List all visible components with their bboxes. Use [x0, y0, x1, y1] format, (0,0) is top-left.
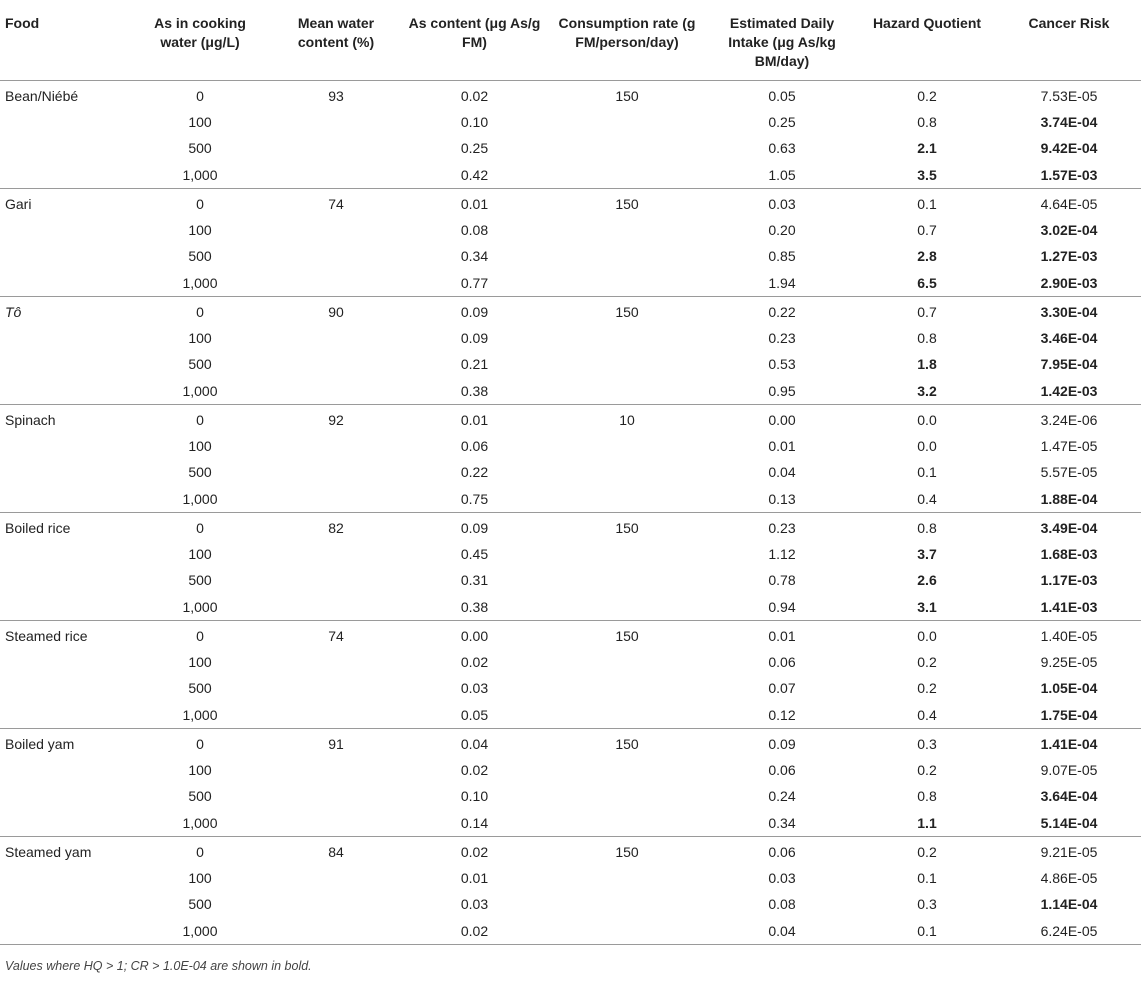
cell-as-in-water: 0: [196, 303, 204, 320]
cell-cancer-risk: 3.49E-04: [1040, 519, 1098, 536]
cell-as-in-water: 500: [188, 464, 212, 481]
cell-water-content: 90: [328, 303, 344, 320]
cell-water-content: [270, 702, 402, 729]
cell-cancer-risk: 1.40E-05: [1040, 627, 1098, 644]
cell-as-in-water: 1,000: [130, 810, 270, 837]
cell-water-content: [270, 757, 402, 784]
cell-daily-intake: 0.04: [768, 464, 796, 481]
cell-water-content: [270, 325, 402, 352]
cell-as-in-water: 0: [196, 627, 204, 644]
cell-daily-intake: 0.13: [707, 486, 857, 513]
cell-hazard-quotient: 2.1: [917, 140, 937, 157]
cell-consumption-rate: [547, 918, 707, 945]
cell-as-content: 0.31: [460, 572, 489, 589]
cell-daily-intake: 1.05: [707, 162, 857, 189]
cell-cancer-risk: 1.14E-04: [1040, 896, 1098, 913]
cell-as-in-water: 500: [188, 140, 212, 157]
cell-hazard-quotient: 3.1: [857, 594, 997, 621]
cell-daily-intake: 0.09: [768, 735, 796, 752]
cell-as-in-water: 500: [188, 572, 212, 589]
cell-as-content: 0.01: [460, 195, 489, 212]
cell-cancer-risk: 7.53E-05: [1040, 87, 1098, 104]
cell-water-content: 84: [328, 843, 344, 860]
cell-food: [0, 162, 130, 189]
cell-as-content: 0.03: [460, 680, 489, 697]
cell-hazard-quotient: 0.8: [917, 113, 937, 130]
header-mean-water-content: Mean water content (%): [270, 0, 402, 80]
cell-water-content: [270, 351, 402, 378]
cell-as-in-water: 100: [188, 437, 212, 454]
cell-consumption-rate: [547, 217, 707, 244]
cell-cancer-risk: 3.64E-04: [1040, 788, 1098, 805]
cell-as-content: 0.05: [402, 702, 547, 729]
table-row: [0, 378, 1141, 405]
cell-daily-intake: 0.63: [768, 140, 796, 157]
cell-as-content: 0.25: [460, 140, 489, 157]
cell-cancer-risk: 9.42E-04: [1040, 140, 1098, 157]
cell-food: [0, 649, 130, 676]
cell-cancer-risk: 3.02E-04: [1040, 221, 1098, 238]
cell-cancer-risk: 3.24E-06: [1040, 411, 1098, 428]
cell-food: [0, 757, 130, 784]
cell-hazard-quotient: 0.3: [917, 735, 937, 752]
cell-as-in-water: 500: [188, 788, 212, 805]
table-row: [0, 810, 1141, 837]
cell-water-content: [270, 486, 402, 513]
cell-water-content: [270, 567, 402, 594]
table-row: [0, 80, 1141, 109]
cell-as-in-water: 0: [196, 411, 204, 428]
cell-as-in-water: 1,000: [130, 162, 270, 189]
cell-cancer-risk: 6.24E-05: [997, 918, 1141, 945]
cell-hazard-quotient: 0.1: [917, 464, 937, 481]
cell-water-content: [270, 891, 402, 918]
cell-as-content: 0.03: [460, 896, 489, 913]
cell-as-content: 0.77: [402, 270, 547, 297]
table-row: [0, 620, 1141, 649]
table-row: [0, 675, 1141, 702]
cell-food: [0, 243, 130, 270]
cell-water-content: [270, 135, 402, 162]
cell-water-content: [270, 459, 402, 486]
table-row: [0, 296, 1141, 325]
cell-daily-intake: 0.85: [768, 248, 796, 265]
table-row: [0, 757, 1141, 784]
cell-daily-intake: 0.53: [768, 356, 796, 373]
cell-daily-intake: 0.08: [768, 896, 796, 913]
cell-consumption-rate: [547, 433, 707, 460]
cell-hazard-quotient: 3.5: [857, 162, 997, 189]
cell-food: [0, 217, 130, 244]
cell-water-content: [270, 783, 402, 810]
cell-hazard-quotient: 0.8: [917, 519, 937, 536]
cell-consumption-rate: [547, 594, 707, 621]
cell-water-content: 74: [328, 195, 344, 212]
cell-consumption-rate: 150: [615, 87, 639, 104]
cell-food: Spinach: [5, 411, 56, 428]
cell-cancer-risk: 3.30E-04: [1040, 303, 1098, 320]
cell-hazard-quotient: 0.2: [917, 843, 937, 860]
cell-as-in-water: 100: [188, 761, 212, 778]
cell-as-content: 0.02: [402, 918, 547, 945]
cell-as-content: 0.02: [460, 761, 489, 778]
cell-as-in-water: 1,000: [130, 270, 270, 297]
cell-water-content: [270, 649, 402, 676]
cell-food: Gari: [5, 195, 32, 212]
cell-food: [0, 810, 130, 837]
table-row: [0, 918, 1141, 945]
cell-cancer-risk: 9.07E-05: [1040, 761, 1098, 778]
cell-daily-intake: 0.06: [768, 843, 796, 860]
cell-as-content: 0.14: [402, 810, 547, 837]
cell-food: [0, 135, 130, 162]
cell-daily-intake: 0.07: [768, 680, 796, 697]
header-hazard-quotient: Hazard Quotient: [857, 0, 997, 80]
cell-consumption-rate: [547, 702, 707, 729]
table-row: [0, 649, 1141, 676]
cell-hazard-quotient: 0.2: [917, 761, 937, 778]
cell-cancer-risk: 1.17E-03: [1040, 572, 1098, 589]
cell-consumption-rate: [547, 243, 707, 270]
cell-consumption-rate: [547, 757, 707, 784]
table-row: [0, 567, 1141, 594]
cell-food: [0, 783, 130, 810]
cell-as-content: 0.10: [460, 113, 489, 130]
cell-water-content: [270, 918, 402, 945]
cell-as-in-water: 500: [188, 356, 212, 373]
cell-as-in-water: 100: [188, 221, 212, 238]
cell-as-content: 0.02: [460, 843, 489, 860]
cell-as-content: 0.01: [460, 411, 489, 428]
cell-consumption-rate: [547, 865, 707, 892]
table-row: [0, 512, 1141, 541]
cell-consumption-rate: 150: [615, 195, 639, 212]
cell-daily-intake: 0.05: [768, 87, 796, 104]
cell-as-content: 0.09: [460, 329, 489, 346]
cell-hazard-quotient: 0.0: [917, 627, 937, 644]
cell-as-in-water: 100: [188, 545, 212, 562]
cell-daily-intake: 0.03: [768, 195, 796, 212]
cell-consumption-rate: [547, 162, 707, 189]
cell-hazard-quotient: 0.2: [917, 87, 937, 104]
cell-hazard-quotient: 0.1: [917, 195, 937, 212]
cell-daily-intake: 0.01: [768, 437, 796, 454]
cell-daily-intake: 0.03: [768, 869, 796, 886]
cell-daily-intake: 0.95: [707, 378, 857, 405]
cell-as-in-water: 1,000: [130, 702, 270, 729]
cell-water-content: [270, 433, 402, 460]
cell-consumption-rate: 150: [615, 303, 639, 320]
cell-as-in-water: 0: [196, 519, 204, 536]
cell-hazard-quotient: 0.2: [917, 680, 937, 697]
cell-hazard-quotient: 2.8: [917, 248, 937, 265]
table-row: [0, 404, 1141, 433]
cell-daily-intake: 0.34: [707, 810, 857, 837]
cell-hazard-quotient: 3.7: [917, 545, 937, 562]
cell-as-content: 0.10: [460, 788, 489, 805]
cell-consumption-rate: [547, 109, 707, 136]
cell-daily-intake: 0.20: [768, 221, 796, 238]
table-row: [0, 270, 1141, 297]
cell-consumption-rate: [547, 675, 707, 702]
cell-consumption-rate: 150: [615, 735, 639, 752]
cell-food: [0, 891, 130, 918]
cell-cancer-risk: 1.27E-03: [1040, 248, 1098, 265]
cell-hazard-quotient: 0.7: [917, 303, 937, 320]
cell-hazard-quotient: 0.1: [857, 918, 997, 945]
cell-as-content: 0.09: [460, 303, 489, 320]
table-row: [0, 594, 1141, 621]
table-row: [0, 891, 1141, 918]
cell-consumption-rate: [547, 378, 707, 405]
cell-food: [0, 675, 130, 702]
cell-as-content: 0.02: [460, 87, 489, 104]
cell-hazard-quotient: 1.1: [857, 810, 997, 837]
cell-hazard-quotient: 0.8: [917, 329, 937, 346]
cell-water-content: [270, 243, 402, 270]
cell-daily-intake: 0.01: [768, 627, 796, 644]
cell-hazard-quotient: 0.7: [917, 221, 937, 238]
table-row: [0, 243, 1141, 270]
cell-food: [0, 567, 130, 594]
cell-cancer-risk: 4.86E-05: [1040, 869, 1098, 886]
cell-consumption-rate: [547, 459, 707, 486]
cell-consumption-rate: [547, 270, 707, 297]
cell-food: Tô: [5, 303, 22, 320]
cell-cancer-risk: 1.42E-03: [997, 378, 1141, 405]
cell-water-content: [270, 162, 402, 189]
cell-as-content: 0.00: [460, 627, 489, 644]
cell-consumption-rate: [547, 135, 707, 162]
cell-consumption-rate: [547, 486, 707, 513]
cell-cancer-risk: 1.68E-03: [1040, 545, 1098, 562]
cell-as-in-water: 1,000: [130, 486, 270, 513]
cell-hazard-quotient: 0.0: [917, 437, 937, 454]
cell-as-in-water: 100: [188, 869, 212, 886]
cell-water-content: [270, 675, 402, 702]
cell-daily-intake: 0.06: [768, 761, 796, 778]
cell-hazard-quotient: 6.5: [857, 270, 997, 297]
cell-water-content: 93: [328, 87, 344, 104]
cell-food: [0, 918, 130, 945]
cell-cancer-risk: 1.41E-04: [1040, 735, 1098, 752]
header-row: [0, 0, 1141, 80]
table-row: [0, 865, 1141, 892]
cell-cancer-risk: 1.05E-04: [1040, 680, 1098, 697]
table-row: [0, 486, 1141, 513]
cell-cancer-risk: 7.95E-04: [1040, 356, 1098, 373]
cell-daily-intake: 0.06: [768, 653, 796, 670]
cell-food: [0, 433, 130, 460]
cell-water-content: 92: [328, 411, 344, 428]
cell-daily-intake: 1.94: [707, 270, 857, 297]
cell-food: Boiled rice: [5, 519, 71, 536]
cell-food: [0, 702, 130, 729]
cell-as-in-water: 500: [188, 248, 212, 265]
cell-food: Steamed rice: [5, 627, 88, 644]
table-row: [0, 783, 1141, 810]
cell-water-content: [270, 810, 402, 837]
cell-daily-intake: 0.22: [768, 303, 796, 320]
cell-food: [0, 594, 130, 621]
cell-as-content: 0.38: [402, 594, 547, 621]
cell-consumption-rate: [547, 567, 707, 594]
cell-cancer-risk: 3.74E-04: [1040, 113, 1098, 130]
cell-as-content: 0.42: [402, 162, 547, 189]
cell-consumption-rate: [547, 351, 707, 378]
cell-daily-intake: 0.23: [768, 519, 796, 536]
cell-food: [0, 486, 130, 513]
cell-water-content: [270, 109, 402, 136]
table-row: [0, 459, 1141, 486]
table-row: [0, 702, 1141, 729]
cell-as-content: 0.08: [460, 221, 489, 238]
cell-cancer-risk: 2.90E-03: [997, 270, 1141, 297]
table-row: [0, 217, 1141, 244]
cell-as-in-water: 0: [196, 195, 204, 212]
cell-hazard-quotient: 3.2: [857, 378, 997, 405]
cell-as-in-water: 0: [196, 735, 204, 752]
cell-as-content: 0.01: [460, 869, 489, 886]
cell-consumption-rate: 150: [615, 843, 639, 860]
table-row: [0, 541, 1141, 568]
cell-food: [0, 351, 130, 378]
cell-food: Steamed yam: [5, 843, 92, 860]
cell-food: [0, 541, 130, 568]
cell-cancer-risk: 9.21E-05: [1040, 843, 1098, 860]
cell-food: [0, 378, 130, 405]
cell-as-in-water: 100: [188, 653, 212, 670]
cell-consumption-rate: [547, 810, 707, 837]
cell-daily-intake: 0.00: [768, 411, 796, 428]
cell-food: Boiled yam: [5, 735, 75, 752]
cell-cancer-risk: 5.14E-04: [997, 810, 1141, 837]
cell-water-content: [270, 270, 402, 297]
cell-consumption-rate: 150: [615, 627, 639, 644]
cell-consumption-rate: [547, 541, 707, 568]
cell-hazard-quotient: 0.1: [917, 869, 937, 886]
cell-cancer-risk: 5.57E-05: [1040, 464, 1098, 481]
cell-hazard-quotient: 0.3: [917, 896, 937, 913]
table-row: [0, 351, 1141, 378]
cell-consumption-rate: 150: [615, 519, 639, 536]
table-row: [0, 135, 1141, 162]
table-body: [0, 80, 1141, 944]
cell-as-content: 0.02: [460, 653, 489, 670]
cell-consumption-rate: [547, 783, 707, 810]
header-cancer-risk: Cancer Risk: [997, 0, 1141, 80]
cell-cancer-risk: 1.47E-05: [1040, 437, 1098, 454]
cell-consumption-rate: 10: [619, 411, 635, 428]
header-as-in-cooking-water: As in cooking water (μg/L): [130, 0, 270, 80]
table-row: [0, 162, 1141, 189]
cell-food: [0, 865, 130, 892]
table-row: [0, 433, 1141, 460]
cell-as-in-water: 100: [188, 329, 212, 346]
cell-as-in-water: 100: [188, 113, 212, 130]
cell-water-content: [270, 378, 402, 405]
cell-hazard-quotient: 0.2: [917, 653, 937, 670]
cell-hazard-quotient: 0.4: [857, 702, 997, 729]
cell-daily-intake: 0.24: [768, 788, 796, 805]
cell-water-content: [270, 594, 402, 621]
cell-cancer-risk: 9.25E-05: [1040, 653, 1098, 670]
table-row: [0, 188, 1141, 217]
cell-as-content: 0.45: [460, 545, 489, 562]
cell-water-content: 82: [328, 519, 344, 536]
cell-daily-intake: 1.12: [768, 545, 796, 562]
cell-as-in-water: 1,000: [130, 594, 270, 621]
cell-as-in-water: 500: [188, 680, 212, 697]
cell-cancer-risk: 1.75E-04: [997, 702, 1141, 729]
cell-daily-intake: 0.23: [768, 329, 796, 346]
cell-food: [0, 270, 130, 297]
cell-food: [0, 109, 130, 136]
cell-consumption-rate: [547, 891, 707, 918]
cell-as-in-water: 0: [196, 87, 204, 104]
cell-food: [0, 459, 130, 486]
cell-hazard-quotient: 2.6: [917, 572, 937, 589]
cell-daily-intake: 0.94: [707, 594, 857, 621]
cell-as-content: 0.22: [460, 464, 489, 481]
cell-daily-intake: 0.25: [768, 113, 796, 130]
cell-food: Bean/Niébé: [5, 87, 79, 104]
cell-water-content: 91: [328, 735, 344, 752]
cell-as-content: 0.06: [460, 437, 489, 454]
cell-hazard-quotient: 0.4: [857, 486, 997, 513]
cell-hazard-quotient: 0.0: [917, 411, 937, 428]
cell-daily-intake: 0.78: [768, 572, 796, 589]
cell-daily-intake: 0.04: [707, 918, 857, 945]
table-row: [0, 109, 1141, 136]
header-food: Food: [0, 0, 130, 80]
cell-as-in-water: 0: [196, 843, 204, 860]
cell-cancer-risk: 1.41E-03: [997, 594, 1141, 621]
header-consumption-rate: Consumption rate (g FM/person/day): [547, 0, 707, 80]
header-as-content: As content (μg As/g FM): [402, 0, 547, 80]
cell-consumption-rate: [547, 325, 707, 352]
cell-water-content: [270, 865, 402, 892]
cell-as-content: 0.09: [460, 519, 489, 536]
cell-as-in-water: 1,000: [130, 378, 270, 405]
cell-hazard-quotient: 0.8: [917, 788, 937, 805]
table-row: [0, 325, 1141, 352]
cell-as-in-water: 1,000: [130, 918, 270, 945]
header-estimated-daily-intake: Estimated Daily Intake (μg As/kg BM/day): [707, 0, 857, 80]
table-footnote: Values where HQ > 1; CR > 1.0E-04 are shown in bold.: [5, 958, 312, 973]
cell-cancer-risk: 3.46E-04: [1040, 329, 1098, 346]
cell-as-content: 0.21: [460, 356, 489, 373]
cell-food: [0, 325, 130, 352]
cell-cancer-risk: 1.88E-04: [997, 486, 1141, 513]
cell-daily-intake: 0.12: [707, 702, 857, 729]
cell-hazard-quotient: 1.8: [917, 356, 937, 373]
cell-as-content: 0.75: [402, 486, 547, 513]
cell-consumption-rate: [547, 649, 707, 676]
table-row: [0, 728, 1141, 757]
cell-as-content: 0.04: [460, 735, 489, 752]
cell-as-content: 0.34: [460, 248, 489, 265]
cell-water-content: [270, 541, 402, 568]
cell-as-content: 0.38: [402, 378, 547, 405]
table-row: [0, 836, 1141, 865]
cell-as-in-water: 500: [188, 896, 212, 913]
cell-water-content: 74: [328, 627, 344, 644]
cell-cancer-risk: 4.64E-05: [1040, 195, 1098, 212]
cell-water-content: [270, 217, 402, 244]
cell-cancer-risk: 1.57E-03: [997, 162, 1141, 189]
